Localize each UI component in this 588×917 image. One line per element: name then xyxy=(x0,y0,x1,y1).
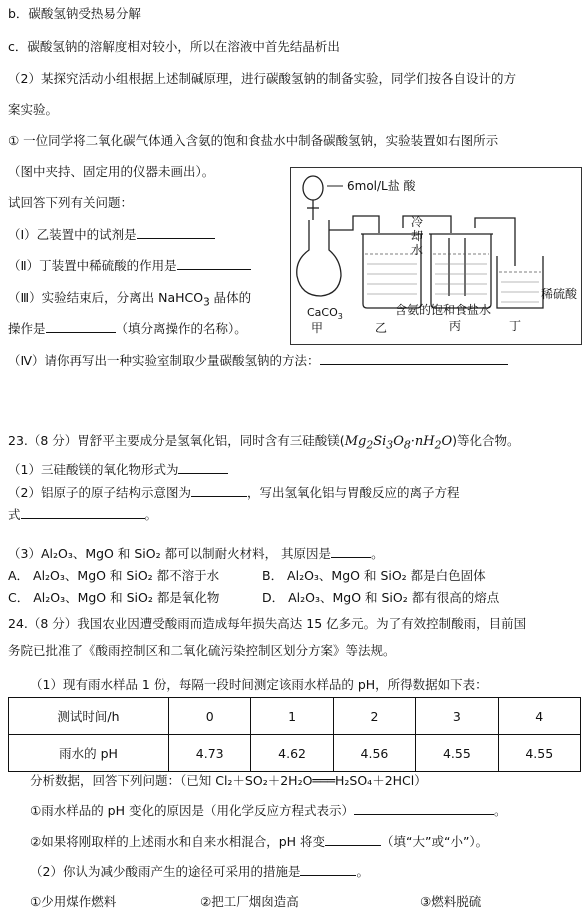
table-cell: 2 xyxy=(333,698,415,735)
ph-table xyxy=(8,697,581,772)
funnel-bulb xyxy=(303,176,323,200)
table-cell: 1 xyxy=(251,698,333,735)
q23-part2-text: （2）铝原子的原子结构示意图为 xyxy=(8,485,191,500)
answer-blank[interactable] xyxy=(300,863,356,876)
option-b2: B． Al₂O₃、MgO 和 SiO₂ 都是白色固体 xyxy=(262,568,486,583)
analysis-line: 分析数据，回答下列问题：（已知 Cl₂＋SO₂＋2H₂O═══H₂SO₄＋2HCl） xyxy=(30,773,427,788)
answer-blank[interactable] xyxy=(46,320,116,333)
table-row xyxy=(9,735,581,772)
q23-part1 xyxy=(8,461,228,479)
label-ding: 丁 xyxy=(509,319,522,333)
sub-question-1 xyxy=(30,802,507,820)
label-jia: 甲 xyxy=(311,321,324,335)
answer-blank[interactable] xyxy=(177,257,251,270)
table-cell: 4.55 xyxy=(498,735,580,772)
question-iii-tail: （填分离操作的名称）。 xyxy=(115,321,247,336)
table-cell: 0 xyxy=(169,698,251,735)
question-iv-text: （Ⅳ）请你再写出一种实验室制取少量碳酸氢钠的方法： xyxy=(8,353,320,368)
q23-part2-text-2: ，写出氢氧化铝与胃酸反应的离子方程 xyxy=(246,485,460,500)
sub2-text: ②如果将刚取样的上述雨水和自来水相混合，pH 将变 xyxy=(30,834,326,849)
table-header: 测试时间/h xyxy=(9,698,169,735)
question-iii-text-2: 晶体的 xyxy=(209,290,252,305)
q2-part1-2: （图中夹持、固定用的仪器未画出）。 xyxy=(8,164,215,179)
caco3-label: CaCO$_3$ xyxy=(307,306,343,321)
answer-blank[interactable] xyxy=(354,802,494,815)
table-cell: 4 xyxy=(498,698,580,735)
questions-intro: 试回答下列有关问题： xyxy=(8,195,134,210)
q23-text: 23.（8 分）胃舒平主要成分是氢氧化铝，同时含有三硅酸镁( xyxy=(8,433,345,448)
question-iv xyxy=(8,352,508,370)
q2-intro-2: 案实验。 xyxy=(8,102,59,117)
sub2-tail: （填“大”或“小”）。 xyxy=(381,834,489,849)
trisilicate-formula: $Mg_2Si_3O_8\cdot nH_2O$ xyxy=(344,434,453,452)
q23-stem xyxy=(8,432,520,455)
q24-stem-1: 24.（8 分）我国农业因遭受酸雨而造成每年损失高达 15 亿多元。为了有效控制酸雨，目前国 xyxy=(8,616,527,631)
question-ii-text: （Ⅱ）丁装置中稀硫酸的作用是 xyxy=(8,258,177,273)
cooling-2: 却 xyxy=(411,229,424,243)
label-yi: 乙 xyxy=(375,321,388,335)
brine-label: 含氨的饱和食盐水 xyxy=(395,303,492,317)
option-a: A． Al₂O₃、MgO 和 SiO₂ 都不溶于水 xyxy=(8,568,220,583)
q23-part2-2 xyxy=(8,506,157,524)
table-cell: 4.62 xyxy=(251,735,333,772)
cooling-1: 冷 xyxy=(411,215,424,229)
q23-part2-end: 。 xyxy=(144,507,158,522)
table-cell: 4.55 xyxy=(416,735,498,772)
table-cell: 4.56 xyxy=(333,735,415,772)
hcl-label: 6mol/L盐 酸 xyxy=(347,179,416,193)
option-b: b．碳酸氢钠受热易分解 xyxy=(8,6,141,21)
q23-part2-1 xyxy=(8,484,459,502)
measure-2: ②把工厂烟囱造高 xyxy=(200,894,299,909)
q24-part2-end: 。 xyxy=(356,864,369,879)
q2-part1-1: ① 一位同学将二氧化碳气体通入含氨的饱和食盐水中制备碳酸氢钠，实验装置如右图所示 xyxy=(8,133,499,148)
q23-part3-end: 。 xyxy=(371,546,384,561)
question-iii-text: （Ⅲ）实验结束后，分离出 NaHCO xyxy=(8,290,204,305)
label-bing: 丙 xyxy=(449,319,462,333)
option-d: D． Al₂O₃、MgO 和 SiO₂ 都有很高的熔点 xyxy=(262,590,500,605)
answer-blank[interactable] xyxy=(21,506,145,519)
q24-part1: （1）现有雨水样品 1 份，每隔一段时间测定该雨水样品的 pH，所得数据如下表： xyxy=(30,677,488,692)
answer-blank[interactable] xyxy=(191,484,247,497)
measure-3: ③燃料脱硫 xyxy=(420,894,482,909)
q23-part1-text: （1）三硅酸镁的氧化物形式为 xyxy=(8,462,179,477)
answer-blank[interactable] xyxy=(325,833,381,846)
answer-blank[interactable] xyxy=(320,352,508,365)
apparatus-drawing xyxy=(291,168,581,344)
table-row xyxy=(9,698,581,735)
option-c2: C． Al₂O₃、MgO 和 SiO₂ 都是氧化物 xyxy=(8,590,220,605)
option-c: c．碳酸氢钠的溶解度相对较小，所以在溶液中首先结晶析出 xyxy=(8,39,340,54)
q23-part2-shi: 式 xyxy=(8,507,21,522)
question-iii-op: 操作是 xyxy=(8,321,46,336)
answer-blank[interactable] xyxy=(331,545,371,558)
q23-part3-text: （3）Al₂O₃、MgO 和 SiO₂ 都可以制耐火材料， 其原因是 xyxy=(8,546,332,561)
subscript: 3 xyxy=(203,296,210,309)
question-i xyxy=(8,226,215,244)
table-cell: 4.73 xyxy=(169,735,251,772)
measure-1: ①少用煤作燃料 xyxy=(30,894,117,909)
flask xyxy=(297,220,341,296)
sub1-text: ①雨水样品的 pH 变化的原因是（用化学反应方程式表示） xyxy=(30,803,354,818)
q24-part2-text: （2）你认为减少酸雨产生的途径可采用的措施是 xyxy=(30,864,301,879)
table-cell: 3 xyxy=(416,698,498,735)
answer-blank[interactable] xyxy=(137,226,215,239)
q2-intro-1: （2）某探究活动小组根据上述制碱原理，进行碳酸氢钠的制备实验，同学们按各自设计的方 xyxy=(8,71,516,86)
question-i-text: （Ⅰ）乙装置中的试剂是 xyxy=(8,227,137,242)
acid-label: 稀硫酸 xyxy=(541,287,578,301)
apparatus-diagram xyxy=(290,167,582,345)
answer-blank[interactable] xyxy=(178,461,228,474)
q24-part2 xyxy=(30,863,369,881)
question-iii-1 xyxy=(8,289,251,312)
question-ii xyxy=(8,257,251,275)
sub1-end: 。 xyxy=(494,803,507,818)
q24-stem-2: 务院已批准了《酸雨控制区和二氧化硫污染控制区划分方案》等法规。 xyxy=(8,643,396,658)
q23-part3 xyxy=(8,545,384,563)
question-iii-2 xyxy=(8,320,247,338)
cooling-3: 水 xyxy=(411,243,424,257)
q23-text-end: )等化合物。 xyxy=(452,433,520,448)
sub-question-2 xyxy=(30,833,488,851)
table-header: 雨水的 pH xyxy=(9,735,169,772)
